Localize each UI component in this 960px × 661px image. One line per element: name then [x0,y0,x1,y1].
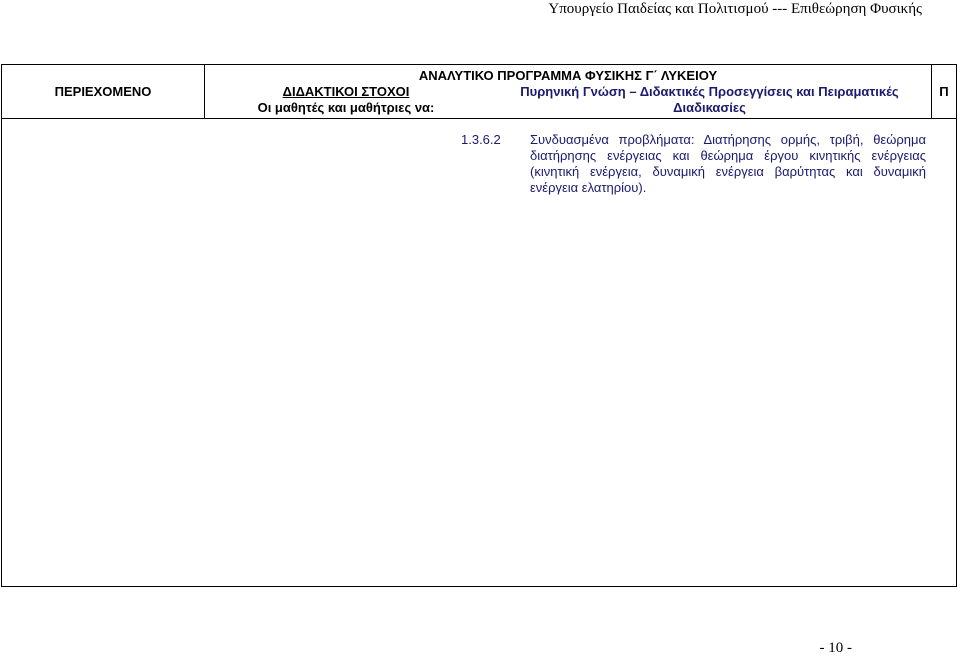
objectives-header-cell [205,65,932,118]
right-header-cell [932,65,956,118]
running-header: Υπουργείο Παιδείας και Πολιτισμού --- Επιθεώρηση Φυσικής [548,1,922,17]
content-item [461,132,926,196]
core-knowledge-header: Πυρηνική Γνώση – Διδακτικές Προσεγγίσεις και Πειραματικές Διαδικασίες [520,84,899,115]
right-label: Π [939,84,949,99]
contents-header-cell [2,65,205,118]
objectives-subtitle: Οι μαθητές και μαθήτριες να: [257,100,435,115]
program-title: ΑΝΑΛΥΤΙΚΟ ΠΡΟΓΡΑΜΜΑ ΦΥΣΙΚΗΣ Γ΄ ΛΥΚΕΙΟΥ [418,68,718,83]
table-header-row [2,65,956,119]
item-number: 1.3.6.2 [461,132,501,147]
objectives-title: ΔΙΔΑΚΤΙΚΟΙ ΣΤΟΧΟΙ [282,84,410,99]
objectives-column-header [205,84,487,116]
page-number: - 10 - [819,640,852,656]
item-text: Συνδυασμένα προβλήματα: Διατήρησης ορμής, τριβή, θεώρημα διατήρησης ενέργειας και θεώρημα έργου κινητικής ενέργειας (κινητική ενέργεια, δυναμική ενέργεια βαρύτητας και δυναμική ενέργεια ελατηρίου). [530,132,926,195]
curriculum-table [1,64,957,587]
contents-label: ΠΕΡΙΕΧΟΜΕΝΟ [54,84,152,99]
